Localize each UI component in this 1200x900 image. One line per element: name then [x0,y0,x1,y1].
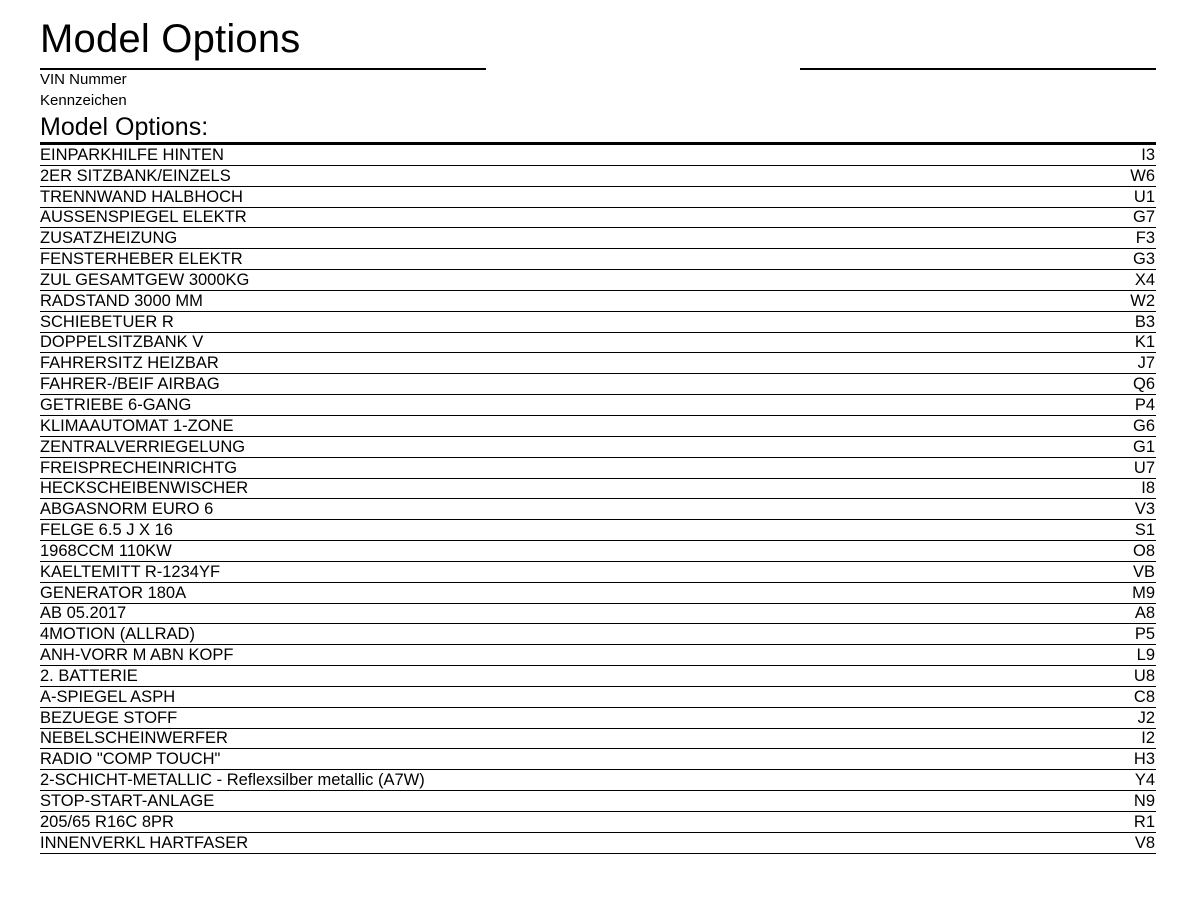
option-code: G6 [1132,416,1155,435]
option-code: W2 [1130,291,1155,310]
option-code: Y4 [1134,771,1155,790]
option-code: N9 [1133,792,1155,810]
option-row [40,562,1156,583]
option-name: INNENVERKL HARTFASER [40,833,249,852]
option-code: W6 [1130,166,1155,185]
option-row [40,708,1156,729]
option-code: S1 [1134,521,1155,540]
option-name: RADIO "COMP TOUCH" [40,750,221,769]
option-code: H3 [1133,750,1155,769]
option-code: I3 [1141,145,1155,164]
option-name: DOPPELSITZBANK V [40,333,204,352]
option-row [40,624,1156,645]
option-name: AUSSENSPIEGEL ELEKTR [40,208,247,227]
option-row [40,833,1156,854]
option-code: P5 [1134,625,1155,644]
option-name: FREISPRECHEINRICHTG [40,458,238,477]
option-row [40,645,1156,666]
option-row [40,291,1156,312]
option-code: U7 [1133,458,1155,477]
option-row [40,208,1156,229]
option-name: 4MOTION (ALLRAD) [40,625,195,644]
option-row [40,749,1156,770]
option-code: F3 [1135,229,1155,248]
option-row [40,729,1156,750]
option-row [40,395,1156,416]
option-name: 205/65 R16C 8PR [40,812,174,831]
option-row [40,333,1156,354]
option-code: O8 [1132,541,1155,560]
option-code: I2 [1141,729,1155,748]
option-code: R1 [1133,812,1155,831]
option-row [40,458,1156,479]
option-row [40,666,1156,687]
option-name: BEZUEGE STOFF [40,708,178,727]
option-row [40,228,1156,249]
option-code: J7 [1137,354,1155,373]
option-row [40,770,1156,791]
option-row [40,541,1156,562]
option-row [40,479,1156,500]
option-name: SCHIEBETUER R [40,312,174,331]
option-name: KAELTEMITT R-1234YF [40,562,221,581]
option-name: HECKSCHEIBENWISCHER [40,479,249,498]
option-name: 2ER SITZBANK/EINZELS [40,166,231,185]
section-title: Model Options: [40,113,209,141]
option-name: KLIMAAUTOMAT 1-ZONE [40,416,234,435]
option-row [40,604,1156,625]
option-name: 1968CCM 110KW [40,541,172,560]
option-code: V3 [1134,500,1155,519]
option-row [40,437,1156,458]
option-row [40,353,1156,374]
option-row [40,499,1156,520]
option-name: 2-SCHICHT-METALLIC - Reflexsilber metallic (A7W) [40,771,425,790]
option-code: X4 [1134,270,1155,289]
option-name: ZUSATZHEIZUNG [40,229,178,248]
option-name: A-SPIEGEL ASPH [40,687,176,706]
option-name: GENERATOR 180A [40,583,187,602]
option-code: K1 [1134,333,1155,352]
vin-label: VIN Nummer [40,71,127,88]
option-row [40,520,1156,541]
plate-label: Kennzeichen [40,92,127,109]
option-name: GETRIEBE 6-GANG [40,395,192,414]
option-name: TRENNWAND HALBHOCH [40,187,243,206]
options-list [40,145,1156,854]
title-rule-left [40,68,486,70]
option-row [40,812,1156,833]
option-code: G3 [1132,250,1155,269]
option-code: G7 [1132,208,1155,227]
option-name: FENSTERHEBER ELEKTR [40,250,243,269]
page-title: Model Options [40,17,301,61]
option-name: FAHRERSITZ HEIZBAR [40,354,219,373]
option-row [40,187,1156,208]
option-name: ZUL GESAMTGEW 3000KG [40,270,250,289]
option-name: EINPARKHILFE HINTEN [40,145,224,164]
option-code: V8 [1134,833,1155,852]
option-code: J2 [1137,708,1155,727]
option-code: C8 [1133,687,1155,706]
option-row [40,416,1156,437]
option-code: M9 [1132,583,1155,602]
option-code: B3 [1134,312,1155,331]
option-code: U8 [1133,666,1155,685]
option-row [40,145,1156,166]
option-name: 2. BATTERIE [40,666,138,685]
option-code: G1 [1132,437,1155,456]
option-code: A8 [1134,604,1155,623]
option-name: ZENTRALVERRIEGELUNG [40,437,246,456]
option-row [40,312,1156,333]
option-code: Q6 [1132,375,1155,394]
option-code: P4 [1134,395,1155,414]
option-code: I8 [1141,479,1155,498]
option-name: FAHRER-/BEIF AIRBAG [40,375,220,394]
option-row [40,270,1156,291]
option-row [40,249,1156,270]
option-name: FELGE 6.5 J X 16 [40,521,173,540]
option-name: RADSTAND 3000 MM [40,291,203,310]
option-code: L9 [1136,646,1155,665]
title-rule-right [800,68,1156,70]
option-row [40,791,1156,812]
option-row [40,583,1156,604]
option-name: AB 05.2017 [40,604,127,623]
option-row [40,687,1156,708]
option-code: VB [1132,562,1155,581]
option-name: NEBELSCHEINWERFER [40,729,228,748]
option-row [40,166,1156,187]
option-name: ABGASNORM EURO 6 [40,500,214,519]
option-code: U1 [1133,187,1155,206]
option-name: STOP-START-ANLAGE [40,792,215,810]
option-row [40,374,1156,395]
option-name: ANH-VORR M ABN KOPF [40,646,234,665]
